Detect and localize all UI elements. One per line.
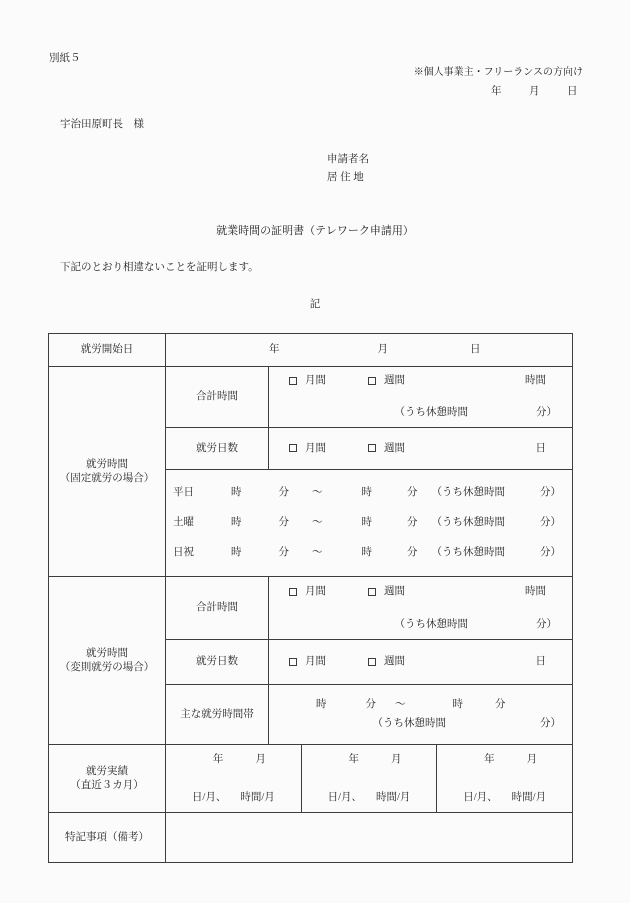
hours-unit-label: 時間 [525, 586, 546, 597]
days-unit-label: 日 [535, 442, 546, 454]
checkbox-monthly-icon [289, 377, 297, 385]
weekly-option-label: 週間 [384, 375, 405, 386]
variable-work-section [49, 576, 572, 744]
month-label: 月 [526, 754, 538, 765]
break-time-prefix: （うち休憩時間 [431, 517, 505, 529]
hour-label: 時 [231, 517, 242, 529]
break-time-suffix: 分） [540, 547, 561, 559]
fixed-work-days-label: 就労日数 [166, 428, 269, 469]
days-per-month-label: 日/月、 [191, 792, 227, 804]
break-time-prefix: （うち休憩時間 [431, 487, 505, 499]
checkbox-weekly-icon [368, 444, 376, 452]
variable-total-hours-label: 合計時間 [166, 577, 269, 639]
addressee: 宇治田原町長 様 [60, 119, 144, 130]
checkbox-monthly-icon [289, 658, 297, 666]
attachment-label: 別紙５ [49, 53, 81, 64]
minute-label: 分 [495, 699, 506, 711]
checkbox-monthly-icon [289, 444, 297, 452]
date-line: 年 月 日 [491, 86, 586, 97]
year-label: 年 [348, 754, 359, 765]
hours-per-month-label: 時間/月 [240, 792, 275, 804]
performance-month-cell [437, 745, 572, 812]
performance-label [49, 745, 166, 812]
saturday-schedule-line [173, 516, 561, 530]
break-time-suffix: 分） [540, 487, 561, 499]
day-label: 日 [470, 344, 481, 356]
variable-work-label-line2: （変則就労の場合） [59, 661, 155, 673]
variable-work-label-line1: 就労時間 [86, 647, 128, 659]
year-label: 年 [269, 344, 280, 356]
hour-label: 時 [361, 517, 372, 529]
checkbox-weekly-icon [368, 377, 376, 385]
monthly-option-label: 月間 [305, 586, 326, 597]
tilde-label: ～ [312, 487, 323, 499]
minute-label: 分 [407, 517, 418, 529]
variable-work-days-label: 就労日数 [166, 640, 269, 685]
weekly-option-label: 週間 [384, 586, 405, 597]
minute-label: 分 [278, 547, 289, 559]
break-time-suffix: 分） [540, 517, 561, 529]
day-name-label: 平日 [173, 487, 194, 499]
fixed-work-label [49, 367, 166, 576]
applicant-name-label: 申請者名 [327, 154, 369, 165]
hour-label: 時 [452, 699, 463, 711]
break-time-prefix: （うち休憩時間 [394, 618, 468, 630]
break-time-suffix: 分） [536, 407, 557, 419]
hour-label: 時 [316, 699, 327, 711]
checkbox-weekly-icon [368, 658, 376, 666]
monthly-option-label: 月間 [305, 442, 326, 454]
month-label: 月 [391, 754, 402, 765]
notation-mark: 記 [309, 299, 321, 310]
minute-label: 分 [278, 487, 289, 499]
tilde-label: ～ [312, 517, 323, 529]
minute-label: 分 [407, 547, 418, 559]
minute-label: 分 [407, 487, 418, 499]
main-hours-row [166, 684, 572, 744]
break-time-prefix: （うち休憩時間 [372, 717, 446, 729]
days-per-month-label: 日/月、 [327, 792, 362, 804]
days-unit-label: 日 [535, 656, 546, 668]
hours-per-month-label: 時間/月 [376, 792, 411, 804]
performance-month-cell [166, 745, 302, 812]
checkbox-monthly-icon [289, 588, 297, 596]
fixed-work-days-row [166, 427, 572, 469]
year-label: 年 [484, 754, 495, 765]
variable-work-label [49, 577, 166, 744]
fixed-work-label-line1: 就労時間 [86, 458, 128, 470]
hour-label: 時 [361, 487, 372, 499]
tilde-label: ～ [312, 547, 323, 559]
document-title: 就業時間の証明書（テレワーク申請用） [216, 225, 414, 237]
fixed-work-label-line2: （固定就労の場合） [59, 472, 155, 484]
remarks-content-cell [166, 813, 572, 862]
fixed-daily-schedule-cell [166, 469, 572, 576]
tilde-label: ～ [395, 699, 406, 711]
performance-row [49, 744, 572, 812]
weekly-option-label: 週間 [384, 442, 405, 454]
minute-label: 分 [365, 699, 376, 711]
hour-label: 時 [361, 547, 372, 559]
variable-total-hours-row [166, 577, 572, 639]
hours-per-month-label: 時間/月 [511, 792, 547, 804]
fixed-work-section [49, 366, 572, 576]
minute-label: 分 [278, 517, 289, 529]
remarks-label: 特記事項（備考） [49, 813, 166, 862]
weekly-option-label: 週間 [384, 656, 405, 668]
fixed-total-hours-label: 合計時間 [166, 367, 269, 427]
work-hours-table [48, 333, 573, 863]
weekday-schedule-line [173, 486, 561, 500]
year-label: 年 [212, 754, 224, 765]
start-date-content [166, 334, 572, 366]
performance-label-line1: 就労実績 [86, 765, 128, 777]
day-name-label: 土曜 [173, 517, 194, 529]
hour-label: 時 [231, 547, 242, 559]
residence-label: 居 住 地 [327, 172, 364, 183]
hour-label: 時 [231, 487, 242, 499]
performance-label-line2: （直近３カ月） [70, 779, 144, 791]
main-hours-label: 主な就労時間帯 [166, 685, 269, 744]
break-time-suffix: 分） [540, 717, 561, 729]
month-label: 月 [377, 344, 388, 356]
remarks-row [49, 812, 572, 862]
break-time-suffix: 分） [536, 618, 557, 630]
fixed-total-hours-row [166, 367, 572, 427]
sunday-holiday-schedule-line [173, 546, 561, 560]
break-time-prefix: （うち休憩時間 [431, 547, 505, 559]
monthly-option-label: 月間 [305, 656, 326, 668]
day-name-label: 日祝 [173, 547, 194, 559]
break-time-prefix: （うち休憩時間 [394, 407, 468, 419]
checkbox-weekly-icon [368, 588, 376, 596]
certify-statement: 下記のとおり相違ないことを証明します。 [60, 262, 259, 273]
audience-note: ※個人事業主・フリーランスの方向け [413, 67, 583, 78]
variable-work-days-row [166, 639, 572, 685]
start-date-row [49, 334, 572, 366]
days-per-month-label: 日/月、 [463, 792, 498, 804]
performance-month-cell [302, 745, 438, 812]
start-date-label: 就労開始日 [49, 334, 166, 366]
monthly-option-label: 月間 [305, 375, 326, 386]
hours-unit-label: 時間 [525, 375, 546, 386]
month-label: 月 [255, 754, 266, 765]
